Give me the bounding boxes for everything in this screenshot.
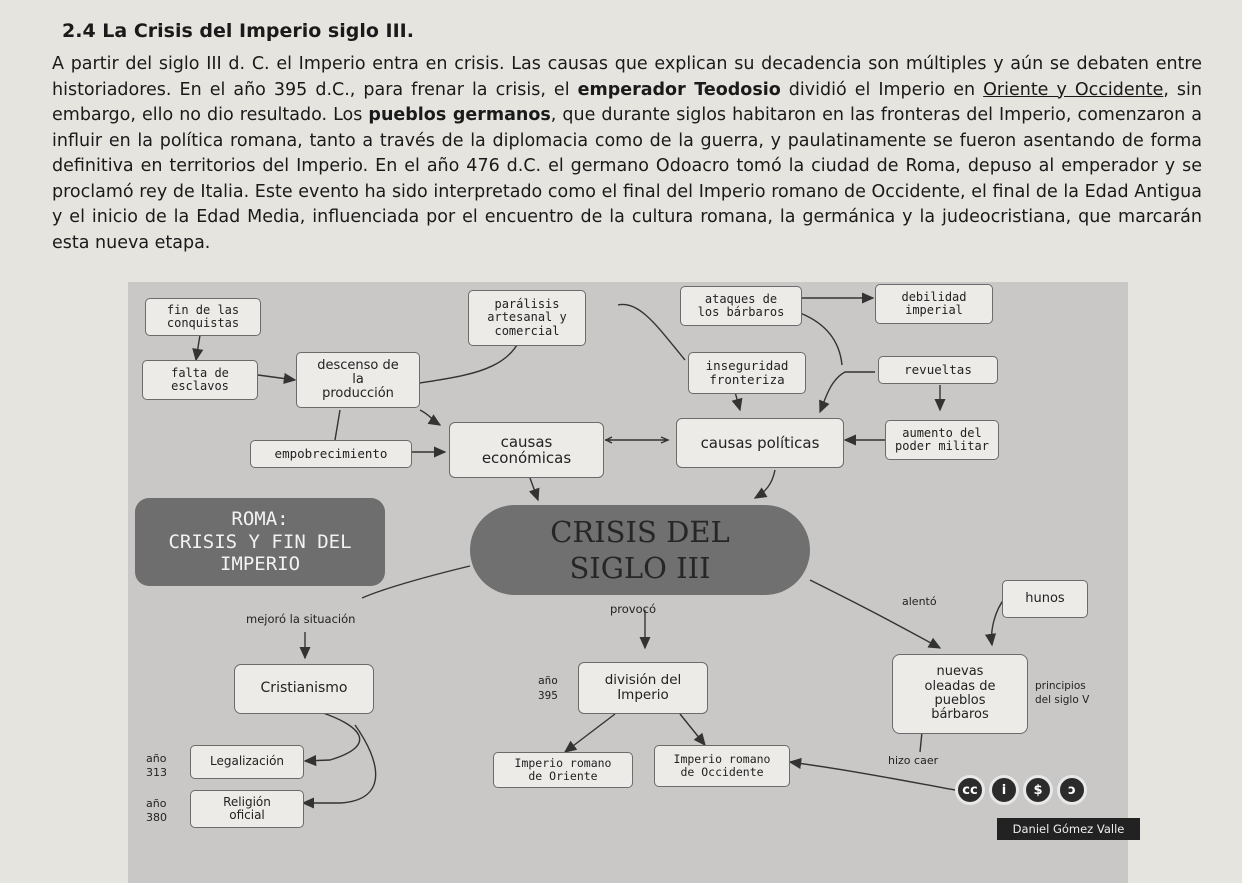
inseguridad-node [688,352,806,394]
hizo-caer-label: hizo caer [888,754,939,767]
hunos-node: hunos [1002,580,1088,618]
occidente-line1: Imperio romano [673,752,771,767]
intro-paragraph: A partir del siglo III d. C. el Imperio entra en crisis. Las causas que explican su decadencia son múltiples y aún se debaten entre historiadores. En el año 395 d.C., para frenar la crisis, el emperador Teodosio dividió el Imperio en Oriente y Occidente, sin embargo, ello no dio resultado. Los pueblos germanos, que durante siglos habitaron en las fronteras del Imperio, comenzaron a influir en la política romana, tanto a través de la diplomacia como de la guerra, y paulatinamente se fueron asentando de forma definitiva en territorios del Imperio. En el año 476 d.C. el germano Odoacro tomó la ciudad de Roma, depuso al emperador y se proclamó rey de Italia. Este evento ha sido interpretado como el final del Imperio romano de Occidente, el final de la Edad Antigua y el inicio de la Edad Media, influenciada por el encuentro de la cultura romana, la germánica y la judeocristiana, que marcarán esta nueva etapa. [52,54,1203,253]
descenso-line3: producción [322,386,394,402]
causas-economicas-node [449,422,604,478]
aumento-line2: poder militar [895,439,989,453]
debilidad-node [875,284,993,324]
fin-conquistas-node: fin de las conquistas [145,298,261,336]
attribution-icon: i [989,775,1019,805]
causas-economicas-line2: económicas [481,449,572,467]
alento-label: alentó [902,595,937,608]
inseguridad-line1: inseguridad [705,358,789,374]
cristianismo-node: Cristianismo [234,664,374,714]
ataques-line2: los bárbaros [697,305,785,319]
inseguridad-line2: fronteriza [709,372,785,387]
paralisis-line1: parálisis [494,297,560,312]
oleadas-line1: nuevas [936,664,984,680]
aumento-node [885,420,999,460]
crisis-line1: CRISIS DEL [550,514,730,549]
ataques-node [680,286,802,326]
oleadas-line4: bárbaros [931,707,989,723]
anio380-line2: 380 [146,811,167,825]
legalizacion-node: Legalización [190,745,304,779]
anio313-line1: año [146,752,167,765]
descenso-line1: descenso de [317,357,399,373]
roma-title-box [135,498,385,586]
sharealike-icon: ↄ [1057,775,1087,805]
author-credit: Daniel Gómez Valle [997,818,1140,840]
causas-politicas-node: causas políticas [676,418,844,468]
noncommercial-icon: $ [1023,775,1053,805]
oleadas-line2: oleadas de [924,678,996,694]
oriente-line1: Imperio romano [514,756,612,771]
occidente-node [654,745,790,787]
crisis-siglo-iii-node [470,505,810,595]
oriente-line2: de Oriente [528,769,598,783]
debilidad-line1: debilidad [901,289,967,304]
religion-line1: Religión [223,794,271,809]
empobrecimiento-node: empobrecimiento [250,440,412,468]
crisis-line2: SIGLO III [569,551,711,585]
principios-label [1035,680,1089,707]
division-line2: Imperio [617,687,669,703]
religion-oficial-node [190,790,304,828]
aumento-line1: aumento del [902,425,982,440]
roma-line1: ROMA: [231,507,289,530]
descenso-produccion-node [296,352,420,408]
anio395-line2: 395 [538,689,558,703]
ataques-line1: ataques de [704,291,778,306]
anio380-line1: año [146,797,167,810]
debilidad-line2: imperial [905,303,963,317]
provoco-label: provocó [610,602,657,616]
section-heading: 2.4 La Crisis del Imperio siglo III. [62,20,414,42]
falta-esclavos-node: falta de esclavos [142,360,258,400]
roma-line3: IMPERIO [219,553,301,576]
principios-line2: del siglo V [1035,693,1090,706]
paralisis-node [468,290,586,346]
revueltas-node: revueltas [878,356,998,384]
anio-313-label [146,752,167,781]
paralisis-line2: artesanal y [487,310,567,325]
anio-395-label [538,673,558,704]
division-line1: división del [604,672,682,689]
occidente-line2: de Occidente [680,765,764,779]
oleadas-node [892,654,1028,734]
roma-line2: CRISIS Y FIN DEL [168,530,352,553]
anio-380-label [146,797,167,826]
anio395-line1: año [538,674,558,687]
oriente-node [493,752,633,788]
license-icons [955,775,1087,805]
mejoro-label: mejoró la situación [246,612,356,626]
causas-economicas-line1: causas [500,432,553,451]
paralisis-line3: comercial [494,323,560,338]
religion-line2: oficial [229,808,265,822]
anio313-line2: 313 [146,766,167,780]
oleadas-line3: pueblos [934,693,986,708]
descenso-line2: la [352,371,364,387]
cc-icon: cc [955,775,985,805]
principios-line1: principios [1035,680,1086,692]
division-imperio-node [578,662,708,714]
